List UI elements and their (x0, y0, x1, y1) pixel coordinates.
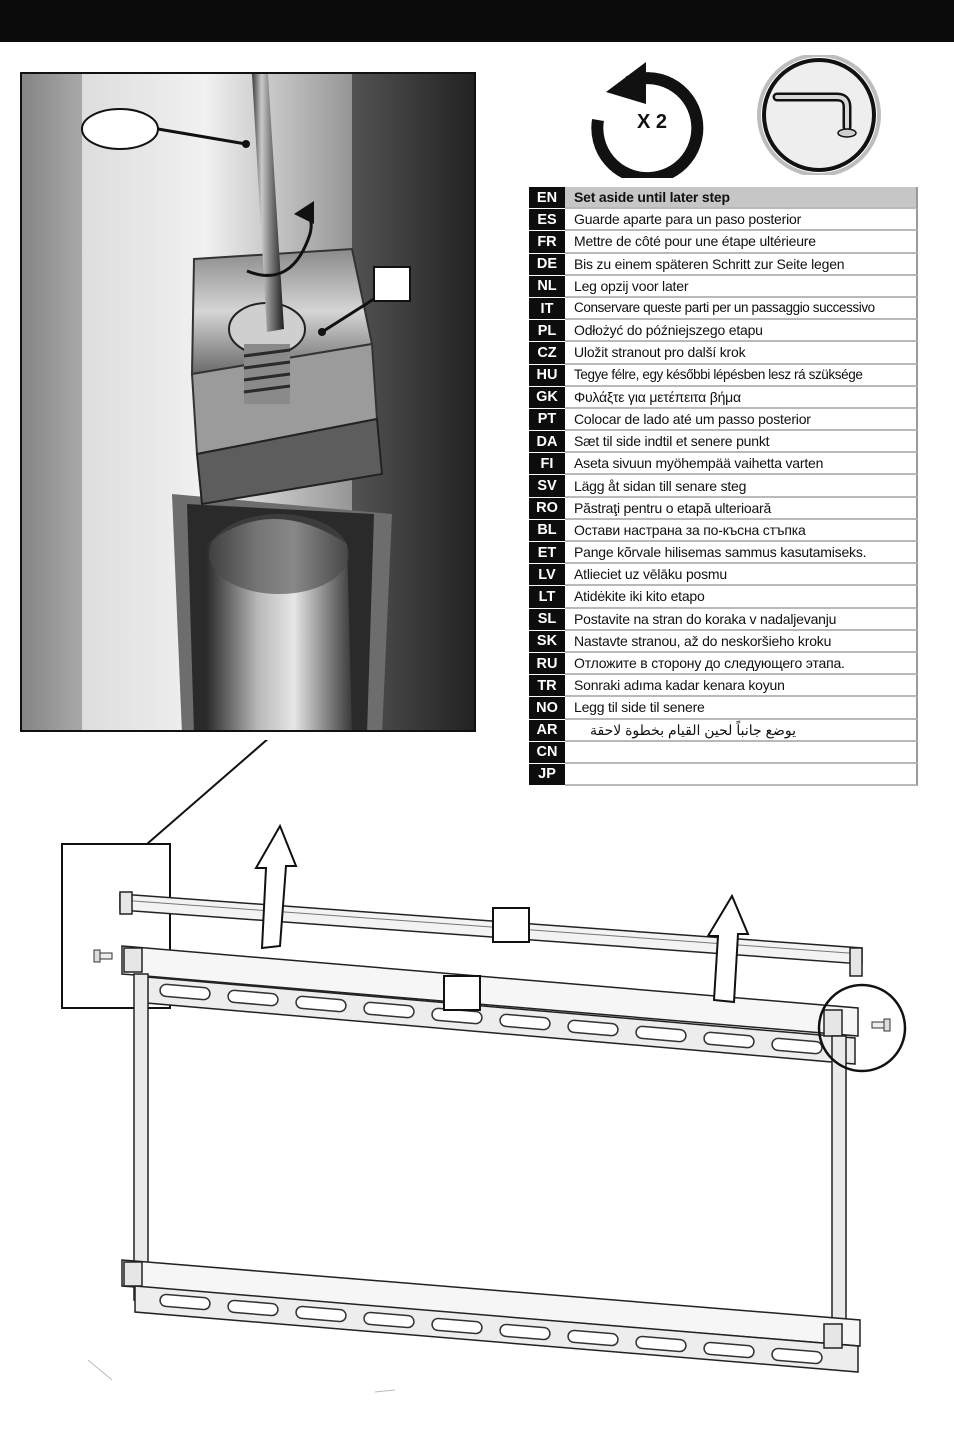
language-row (529, 298, 918, 320)
language-text: Mettre de côté pour une étape ultérieure (565, 231, 918, 253)
language-code: SK (529, 631, 565, 653)
language-code: JP (529, 764, 565, 786)
repeat-count: X 2 (636, 111, 668, 133)
header-bar (0, 0, 954, 42)
language-row (529, 453, 918, 475)
part-callout-box (444, 976, 480, 1010)
language-code: SL (529, 609, 565, 631)
language-row (529, 209, 918, 231)
language-text: Leg opzij voor later (565, 276, 918, 298)
language-text: Lägg åt sidan till senare steg (565, 475, 918, 497)
language-code: NL (529, 276, 565, 298)
language-row (529, 276, 918, 298)
language-code: DE (529, 254, 565, 276)
language-code: PT (529, 409, 565, 431)
language-row (529, 365, 918, 387)
language-code: NO (529, 697, 565, 719)
language-code: BL (529, 520, 565, 542)
language-code: CZ (529, 342, 565, 364)
language-row (529, 586, 918, 608)
screw-icon (94, 950, 112, 962)
language-text: Atidėkite iki kito etapo (565, 586, 918, 608)
up-arrow-icon (256, 826, 296, 948)
language-text: Отложите в сторону до следующего этапа. (565, 653, 918, 675)
language-text: Colocar de lado até um passo posterior (565, 409, 918, 431)
language-code: RU (529, 653, 565, 675)
language-row (529, 609, 918, 631)
right-upright (832, 1036, 846, 1350)
top-rail (122, 946, 858, 1064)
language-row (529, 675, 918, 697)
language-code: GK (529, 387, 565, 409)
language-row (529, 498, 918, 520)
language-code: CN (529, 742, 565, 764)
language-text: Bis zu einem späteren Schritt zur Seite legen (565, 254, 918, 276)
language-text: Aseta sivuun myöhempää vaihetta varten (565, 453, 918, 475)
language-code: FI (529, 453, 565, 475)
language-code: ES (529, 209, 565, 231)
part-callout-box (493, 908, 529, 942)
language-row (529, 387, 918, 409)
language-text: Set aside until later step (565, 187, 918, 209)
language-code: TR (529, 675, 565, 697)
language-text: Uložit stranout pro další krok (565, 342, 918, 364)
language-row (529, 542, 918, 564)
assembly-diagram (0, 740, 954, 1430)
language-code: FR (529, 231, 565, 253)
language-code: DA (529, 431, 565, 453)
counterclockwise-arrow-icon (588, 60, 718, 178)
language-code: PL (529, 320, 565, 342)
language-text: Odłożyć do późniejszego etapu (565, 320, 918, 342)
language-row (529, 431, 918, 453)
bottom-rail (122, 1260, 860, 1372)
language-row (529, 409, 918, 431)
language-row (529, 320, 918, 342)
leader-line (147, 740, 277, 844)
hex-key-icon (755, 55, 883, 175)
language-code: HU (529, 365, 565, 387)
language-text: Sæt til side indtil et senere punkt (565, 431, 918, 453)
language-row (529, 564, 918, 586)
language-code: IT (529, 298, 565, 320)
screw-icon (872, 1019, 890, 1031)
language-code: AR (529, 720, 565, 742)
language-text: Atlieciet uz vēlāku posmu (565, 564, 918, 586)
language-text: Conservare queste parti per un passaggio successivo (565, 298, 918, 320)
language-row (529, 720, 918, 742)
language-text: Postavite na stran do koraka v nadaljevanju (565, 609, 918, 631)
language-text: Φυλάξτε για μετέπειτα βήμα (565, 387, 918, 409)
language-row (529, 342, 918, 364)
language-code: ET (529, 542, 565, 564)
left-upright (134, 974, 148, 1300)
language-text: Legg til side til senere (565, 697, 918, 719)
language-text: Nastavte stranou, až do neskoršieho kroku (565, 631, 918, 653)
language-row (529, 653, 918, 675)
language-row (529, 254, 918, 276)
language-code: RO (529, 498, 565, 520)
language-code: LV (529, 564, 565, 586)
language-text: Guarde aparte para un paso posterior (565, 209, 918, 231)
language-row (529, 520, 918, 542)
language-text: Tegye félre, egy későbbi lépésben lesz rá szüksége (565, 365, 918, 387)
closeup-photo (20, 72, 476, 732)
language-row (529, 631, 918, 653)
language-text: Остави настрана за по-късна стъпка (565, 520, 918, 542)
language-text: Păstraţi pentru o etapă ulterioară (565, 498, 918, 520)
language-text: Pange kõrvale hilisemas sammus kasutamiseks. (565, 542, 918, 564)
language-row (529, 187, 918, 209)
language-table (529, 187, 918, 786)
language-row (529, 697, 918, 719)
language-code: LT (529, 586, 565, 608)
language-code: EN (529, 187, 565, 209)
language-row (529, 475, 918, 497)
language-code: SV (529, 475, 565, 497)
language-text: يوضع جانباً لحين القيام بخطوة لاحقة (565, 720, 918, 742)
language-text: Sonraki adıma kadar kenara koyun (565, 675, 918, 697)
language-row (529, 231, 918, 253)
